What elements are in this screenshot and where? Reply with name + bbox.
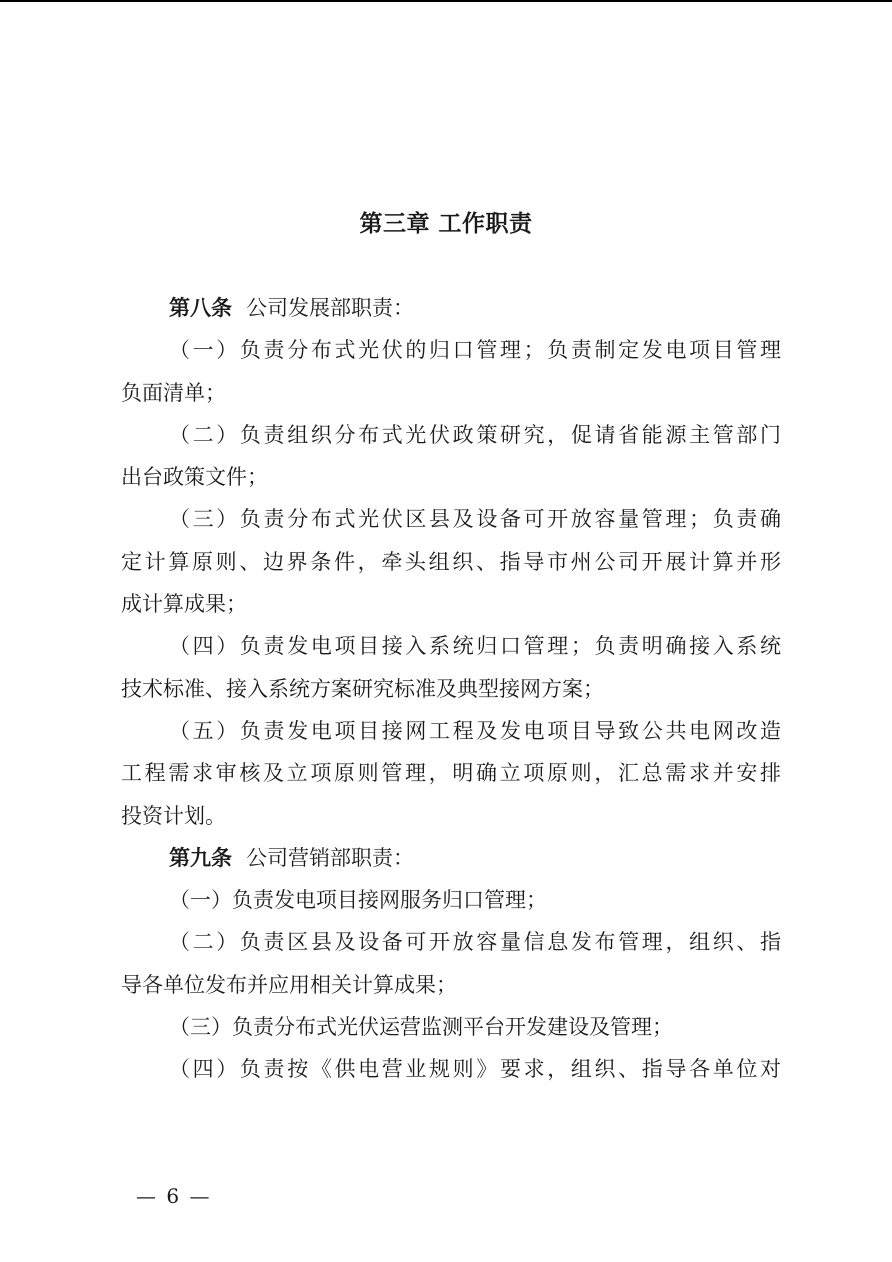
- article-8-item-4-line-2: 技术标准、接入系统方案研究标准及典型接网方案；: [121, 676, 604, 701]
- article-8-item-4-line-1: （四）负责发电项目接入系统归口管理；负责明确接入系统: [169, 634, 781, 659]
- article-9-number: 第九条: [169, 845, 232, 870]
- article-8-item-5-line-2: 工程需求审核及立项原则管理，明确立项原则，汇总需求并安排: [121, 761, 781, 786]
- article-8-item-1-line-1: （一）负责分布式光伏的归口管理；负责制定发电项目管理: [169, 338, 781, 363]
- article-8-item-3-line-2: 定计算原则、边界条件，牵头组织、指导市州公司开展计算并形: [121, 549, 781, 574]
- article-9-item-3-line-1: （三）负责分布式光伏运营监测平台开发建设及管理；: [169, 1015, 673, 1040]
- chapter-title: 第三章 工作职责: [359, 211, 533, 237]
- article-9-title: 公司营销部职责：: [246, 845, 414, 870]
- article-9-item-2-line-1: （二）负责区县及设备可开放容量信息发布管理，组织、指: [169, 930, 781, 955]
- article-8-item-2-line-2: 出台政策文件；: [121, 465, 268, 490]
- article-9-heading: [121, 837, 781, 879]
- article-9-item-1-line-1: （一）负责发电项目接网服务归口管理；: [169, 888, 547, 913]
- article-9-item-2-line-2: 导各单位发布并应用相关计算成果；: [121, 972, 457, 997]
- article-8-item-5-line-3: 投资计划。: [121, 803, 226, 828]
- article-8-item-2-line-1: （二）负责组织分布式光伏政策研究，促请省能源主管部门: [169, 422, 781, 447]
- article-9-item-4-line-1: （四）负责按《供电营业规则》要求，组织、指导各单位对: [169, 1057, 781, 1082]
- article-8-item-3-line-3: 成计算成果；: [121, 592, 247, 617]
- top-border-line: [0, 0, 892, 2]
- document-body: [121, 287, 781, 1091]
- article-8-item-5-line-1: （五）负责发电项目接网工程及发电项目导致公共电网改造: [169, 718, 781, 743]
- article-8-title: 公司发展部职责：: [246, 296, 414, 320]
- page-number: — 6 —: [136, 1184, 212, 1208]
- article-8-heading: [121, 287, 781, 329]
- article-8-item-1-line-2: 负面清单；: [121, 380, 226, 405]
- article-8-item-3-line-1: （三）负责分布式光伏区县及设备可开放容量管理；负责确: [169, 507, 781, 532]
- article-8-number: 第八条: [169, 296, 232, 320]
